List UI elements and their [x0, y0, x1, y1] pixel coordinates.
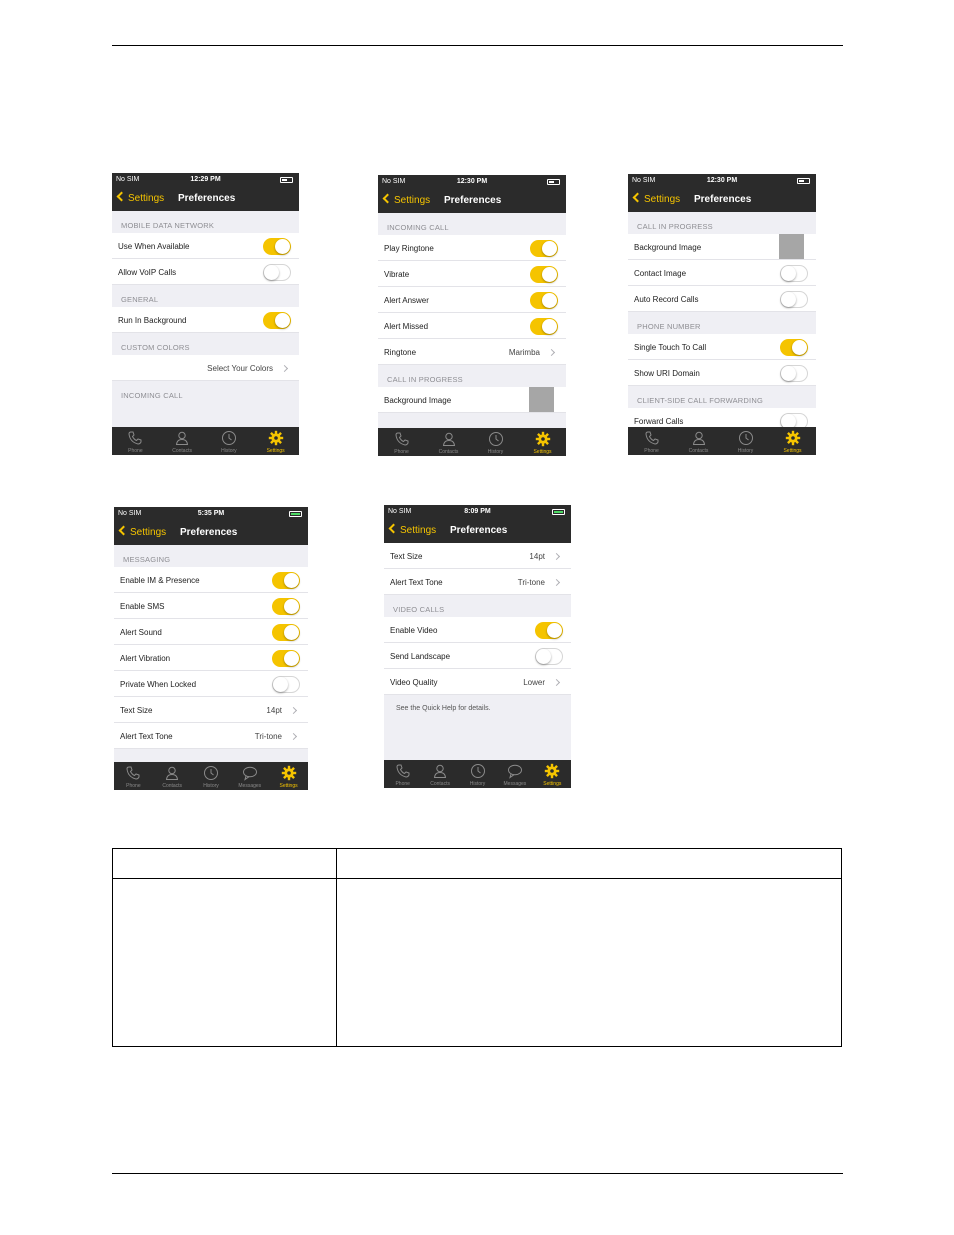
chevron-right-icon: [553, 579, 560, 586]
setting-value: 14pt: [529, 552, 545, 561]
phone-icon: [114, 765, 153, 781]
setting-value: Marimba: [508, 348, 540, 357]
section-header: MOBILE DATA NETWORK: [121, 221, 215, 230]
image-preview[interactable]: [529, 387, 554, 412]
vibrate-toggle[interactable]: [530, 266, 558, 283]
tab-label: Settings: [266, 448, 285, 454]
setting-label: Alert Sound: [120, 628, 162, 637]
setting-row-alert-sound: [114, 619, 308, 645]
enable-im-and-presence-toggle[interactable]: [272, 572, 300, 589]
status-bar: [112, 173, 299, 187]
tab-contacts[interactable]: [675, 427, 722, 455]
tab-label: Contacts: [162, 783, 183, 789]
chevron-right-icon: [281, 365, 288, 372]
setting-label: Enable SMS: [120, 602, 165, 611]
navigation-bar: [114, 521, 308, 545]
chevron-right-icon: [553, 679, 560, 686]
tab-label: Phone: [394, 449, 409, 455]
section-header: CUSTOM COLORS: [121, 343, 190, 352]
setting-value: 14pt: [266, 706, 282, 715]
tab-label: Settings: [279, 783, 298, 789]
gear-icon: [252, 430, 299, 446]
contacts-icon: [153, 765, 192, 781]
header-rule: [112, 45, 843, 46]
tab-bar: [628, 427, 816, 455]
status-bar: [384, 505, 571, 519]
setting-label: Alert Answer: [384, 296, 429, 305]
tab-label: Phone: [126, 783, 141, 789]
setting-row-background-image[interactable]: [378, 387, 566, 413]
carrier-label: No SIM: [632, 177, 656, 184]
setting-row-enable-im-and-presence: [114, 567, 308, 593]
navigation-bar: [384, 519, 571, 543]
messages-icon: [496, 763, 533, 779]
navigation-bar: [112, 187, 299, 211]
setting-label: Text Size: [120, 706, 153, 715]
tab-settings[interactable]: [769, 427, 816, 455]
auto-record-calls-toggle[interactable]: [780, 291, 808, 308]
setting-value: Lower: [523, 678, 545, 687]
battery-icon: [797, 178, 810, 184]
tab-history[interactable]: [722, 427, 769, 455]
chevron-right-icon: [290, 707, 297, 714]
setting-row-alert-text-tone[interactable]: [114, 723, 308, 749]
chevron-left-icon: [389, 524, 399, 534]
setting-row-select-your-colors[interactable]: [112, 355, 299, 381]
page-title: Preferences: [178, 193, 236, 204]
tab-label: Messages: [503, 781, 527, 787]
setting-row-single-touch-to-call: [628, 334, 816, 360]
setting-label: Enable Video: [390, 626, 438, 635]
tab-bar: [114, 762, 308, 790]
setting-row-run-in-background: [112, 307, 299, 333]
single-touch-to-call-toggle[interactable]: [780, 339, 808, 356]
section-header: GENERAL: [121, 295, 159, 304]
phone-icon: [378, 431, 425, 447]
play-ringtone-toggle[interactable]: [530, 240, 558, 257]
tab-label: Contacts: [438, 449, 459, 455]
gear-icon: [769, 430, 816, 446]
carrier-label: No SIM: [388, 508, 412, 515]
setting-label: Alert Vibration: [120, 654, 171, 663]
status-bar: [378, 175, 566, 189]
navigation-bar: [378, 189, 566, 213]
back-button[interactable]: [382, 195, 430, 206]
status-time: 12:30 PM: [706, 177, 738, 184]
tab-bar: [384, 760, 571, 788]
setting-row-alert-text-tone[interactable]: [384, 569, 571, 595]
tab-messages[interactable]: [230, 762, 269, 790]
chevron-right-icon: [553, 553, 560, 560]
show-uri-domain-toggle[interactable]: [780, 365, 808, 382]
back-button-label: Settings: [644, 194, 681, 205]
setting-label: Forward Calls: [634, 417, 684, 426]
status-time: 12:30 PM: [456, 178, 488, 185]
section-header: INCOMING CALL: [121, 391, 183, 400]
setting-row-vibrate: [378, 261, 566, 287]
private-when-locked-toggle[interactable]: [272, 676, 300, 693]
tab-label: Phone: [644, 448, 659, 454]
screenshot-preferences-incoming-call: [378, 175, 566, 456]
gear-icon: [519, 431, 566, 447]
screenshot-preferences-messaging: [114, 507, 308, 790]
setting-label: Contact Image: [634, 269, 687, 278]
back-button[interactable]: [632, 194, 680, 205]
back-button-label: Settings: [130, 527, 167, 538]
allow-voip-calls-toggle[interactable]: [263, 264, 291, 281]
tab-label: Settings: [783, 448, 802, 454]
screenshot-preferences-call-in-progress: [628, 174, 816, 455]
status-time: 12:29 PM: [190, 176, 221, 183]
page-title: Preferences: [444, 195, 502, 206]
back-button-label: Settings: [400, 525, 437, 536]
status-bar: [114, 507, 308, 521]
tab-label: Contacts: [430, 781, 450, 787]
setting-value: Tri-tone: [254, 732, 282, 741]
gear-icon: [269, 765, 308, 781]
table-header-cell: [337, 849, 842, 879]
table-cell: [113, 879, 337, 1047]
tab-history[interactable]: [459, 760, 496, 788]
enable-sms-toggle[interactable]: [272, 598, 300, 615]
setting-row-contact-image: [628, 260, 816, 286]
navigation-bar: [628, 188, 816, 212]
send-landscape-toggle[interactable]: [535, 648, 563, 665]
tab-phone[interactable]: [628, 427, 675, 455]
tab-phone[interactable]: [114, 762, 153, 790]
setting-row-allow-voip-calls: [112, 259, 299, 285]
setting-row-show-uri-domain: [628, 360, 816, 386]
contacts-icon: [159, 430, 206, 446]
gear-icon: [534, 763, 571, 779]
battery-icon: [280, 177, 293, 183]
section-header: CALL IN PROGRESS: [387, 375, 463, 384]
tab-settings[interactable]: [519, 428, 566, 456]
tab-bar: [112, 427, 299, 455]
enable-video-toggle[interactable]: [535, 622, 563, 639]
setting-row-alert-missed: [378, 313, 566, 339]
setting-label: Alert Missed: [384, 322, 429, 331]
section-header: VIDEO CALLS: [393, 605, 445, 614]
history-icon: [722, 430, 769, 446]
tab-bar: [378, 428, 566, 456]
contacts-icon: [425, 431, 472, 447]
back-button[interactable]: [116, 193, 164, 204]
chevron-left-icon: [633, 193, 643, 203]
alert-vibration-toggle[interactable]: [272, 650, 300, 667]
page-title: Preferences: [450, 525, 508, 536]
back-button[interactable]: [388, 525, 436, 536]
tab-settings[interactable]: [534, 760, 571, 788]
tab-history[interactable]: [472, 428, 519, 456]
chevron-left-icon: [119, 526, 129, 536]
tab-contacts[interactable]: [421, 760, 458, 788]
back-button[interactable]: [118, 527, 166, 538]
footnote: See the Quick Help for details.: [396, 705, 491, 712]
contacts-icon: [421, 763, 458, 779]
setting-label: Alert Text Tone: [390, 578, 443, 587]
setting-label: Ringtone: [384, 348, 417, 357]
chevron-right-icon: [290, 733, 297, 740]
setting-value: Tri-tone: [517, 578, 545, 587]
tab-label: History: [203, 783, 219, 789]
tab-label: Phone: [395, 781, 410, 787]
tab-settings[interactable]: [252, 427, 299, 455]
battery-icon: [547, 179, 560, 185]
status-bar: [628, 174, 816, 188]
tab-phone[interactable]: [112, 427, 159, 455]
setting-row-ringtone[interactable]: [378, 339, 566, 365]
table-header-cell: [113, 849, 337, 879]
section-header: CLIENT-SIDE CALL FORWARDING: [637, 396, 763, 405]
setting-label: Text Size: [390, 552, 423, 561]
alert-missed-toggle[interactable]: [530, 318, 558, 335]
carrier-label: No SIM: [118, 510, 142, 517]
setting-row-text-size[interactable]: [114, 697, 308, 723]
chevron-left-icon: [383, 194, 393, 204]
tab-settings[interactable]: [269, 762, 308, 790]
setting-label: Show URI Domain: [634, 369, 700, 378]
tab-label: Contacts: [688, 448, 709, 454]
setting-label: Background Image: [634, 243, 702, 252]
contact-image-toggle[interactable]: [780, 265, 808, 282]
contacts-icon: [675, 430, 722, 446]
section-header: MESSAGING: [123, 555, 171, 564]
setting-label: Video Quality: [390, 678, 438, 687]
history-icon: [459, 763, 496, 779]
tab-label: Messages: [238, 783, 262, 789]
tab-phone[interactable]: [384, 760, 421, 788]
tab-contacts[interactable]: [159, 427, 206, 455]
setting-row-alert-answer: [378, 287, 566, 313]
setting-label: Use When Available: [118, 242, 190, 251]
setting-label: Single Touch To Call: [634, 343, 707, 352]
tab-label: History: [487, 449, 504, 455]
history-icon: [472, 431, 519, 447]
setting-row-video-quality[interactable]: [384, 669, 571, 695]
setting-label: Private When Locked: [120, 680, 197, 689]
setting-row-private-when-locked: [114, 671, 308, 697]
setting-row-enable-video: [384, 617, 571, 643]
setting-label: Background Image: [384, 396, 452, 405]
status-time: 8:09 PM: [464, 508, 491, 515]
page-title: Preferences: [694, 194, 752, 205]
battery-icon: [552, 509, 565, 515]
page-title: Preferences: [180, 527, 238, 538]
run-in-background-toggle[interactable]: [263, 312, 291, 329]
tab-label: History: [221, 448, 237, 454]
setting-value: Select Your Colors: [207, 364, 273, 373]
tab-messages[interactable]: [496, 760, 533, 788]
back-button-label: Settings: [394, 195, 431, 206]
use-when-available-toggle[interactable]: [263, 238, 291, 255]
chevron-left-icon: [117, 192, 127, 202]
screenshot-preferences-data-network: [112, 173, 299, 455]
setting-row-text-size[interactable]: [384, 543, 571, 569]
tab-history[interactable]: [206, 427, 253, 455]
footer-rule: [112, 1173, 843, 1174]
tab-label: Contacts: [172, 448, 192, 454]
tab-contacts[interactable]: [425, 428, 472, 456]
history-icon: [192, 765, 231, 781]
tab-phone[interactable]: [378, 428, 425, 456]
alert-answer-toggle[interactable]: [530, 292, 558, 309]
history-icon: [206, 430, 253, 446]
setting-label: Enable IM & Presence: [120, 576, 200, 585]
tab-label: Settings: [543, 781, 562, 787]
setting-row-play-ringtone: [378, 235, 566, 261]
section-header: PHONE NUMBER: [637, 322, 701, 331]
info-table: [112, 848, 842, 1047]
setting-row-alert-vibration: [114, 645, 308, 671]
setting-label: Allow VoIP Calls: [118, 268, 177, 277]
tab-label: Phone: [128, 448, 143, 454]
setting-row-enable-sms: [114, 593, 308, 619]
chevron-right-icon: [548, 349, 555, 356]
setting-label: Vibrate: [384, 270, 410, 279]
phone-icon: [628, 430, 675, 446]
section-header: INCOMING CALL: [387, 223, 449, 232]
phone-icon: [112, 430, 159, 446]
setting-label: Run In Background: [118, 316, 187, 325]
battery-icon: [289, 511, 302, 517]
setting-row-send-landscape: [384, 643, 571, 669]
tab-history[interactable]: [192, 762, 231, 790]
screenshot-preferences-video-calls: [384, 505, 571, 788]
setting-row-use-when-available: [112, 233, 299, 259]
status-time: 5:35 PM: [197, 510, 225, 517]
carrier-label: No SIM: [116, 176, 140, 183]
setting-label: Alert Text Tone: [120, 732, 173, 741]
tab-label: History: [737, 448, 754, 454]
setting-label: Send Landscape: [390, 652, 451, 661]
setting-label: Auto Record Calls: [634, 295, 699, 304]
section-header: CALL IN PROGRESS: [637, 222, 713, 231]
tab-label: History: [469, 781, 486, 787]
tab-contacts[interactable]: [153, 762, 192, 790]
setting-row-auto-record-calls: [628, 286, 816, 312]
table-cell: [337, 879, 842, 1047]
back-button-label: Settings: [128, 193, 165, 204]
setting-row-background-image[interactable]: [628, 234, 816, 260]
tab-label: Settings: [533, 449, 552, 455]
carrier-label: No SIM: [382, 178, 406, 185]
image-preview[interactable]: [779, 234, 804, 259]
messages-icon: [230, 765, 269, 781]
alert-sound-toggle[interactable]: [272, 624, 300, 641]
setting-label: Play Ringtone: [384, 244, 434, 253]
phone-icon: [384, 763, 421, 779]
